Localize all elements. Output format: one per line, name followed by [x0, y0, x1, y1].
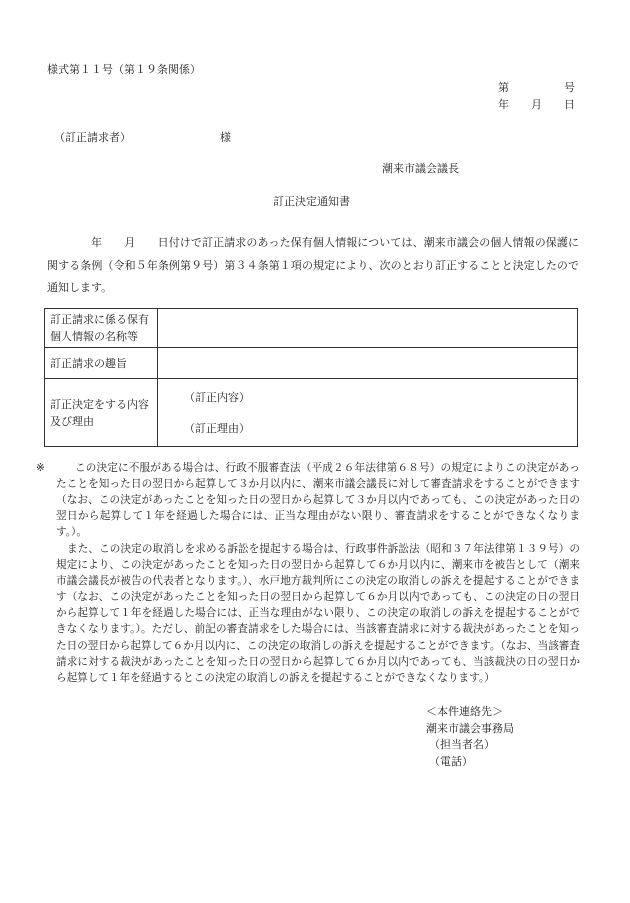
contact-heading: ＜本件連絡先＞	[426, 705, 503, 718]
requester-suffix: 様	[220, 131, 231, 144]
contact-office: 潮来市議会事務局	[426, 721, 514, 735]
document-date: 年 月 日	[498, 98, 575, 111]
row-value-info-name	[158, 309, 578, 348]
contact-person: （担当者名）	[429, 738, 495, 751]
row-label-purpose: 訂正請求の趣旨	[45, 348, 158, 379]
correction-content-label: （訂正内容）	[184, 390, 250, 404]
correction-table	[44, 308, 578, 447]
form-id: 様式第１１号（第１９条関係）	[47, 63, 201, 76]
document-number: 第 号	[498, 81, 575, 94]
document-title: 訂正決定通知書	[273, 195, 350, 208]
correction-reason-label: （訂正理由）	[184, 421, 250, 435]
issuer: 潮来市議会議長	[382, 162, 459, 175]
requester-label: （訂正請求者）	[54, 131, 131, 144]
row-label-decision: 訂正決定をする内容及び理由	[45, 379, 158, 447]
contact-block	[426, 704, 514, 770]
note-paragraph-appeal	[36, 460, 580, 540]
table-row	[45, 348, 578, 379]
table-row	[45, 309, 578, 348]
row-value-purpose	[158, 348, 578, 379]
row-label-info-name: 訂正請求に係る保有個人情報の名称等	[45, 309, 158, 348]
note-paragraph-lawsuit: また、この決定の取消しを求める訴訟を提起する場合は、行政事件訴訟法（昭和３７年法律第１３９号）の規定により、この決定があったことを知った日の翌日から起算して６か月以内に、潮来市を被告として（潮来市議会議長が被告の代表者となります。）、水戸地方裁判所にこの決定の取消しの訴えを提起することができます（なお、この決定があったことを知った日の翌日から起算して６か月以内であっても、この決定の日の翌日から起算して１年を経過した場合には、正当な理由がない限り、この決定の取消しの訴えを提起することができなくなります。）。ただし、前記の審査請求をした場合には、当該審査請求に対する裁決があったことを知った日の翌日から起算して６か月以内に、この決定の取消しの訴えを提起することができます。（なお、当該審査請求に対する裁決があったことを知った日の翌日から起算して６か月以内であっても、当該裁決の日の翌日から起算して１年を経過するとこの決定の取消しの訴えを提起することができなくなります。）	[56, 543, 580, 684]
note-mark: ※	[36, 462, 45, 474]
contact-phone: （電話）	[429, 754, 473, 768]
note-text-appeal: この決定に不服がある場合は、行政不服審査法（平成２６年法律第６８号）の規定によりこの決定があったことを知った日の翌日から起算して３か月以内に、潮来市議会議長に対して審査請求をすることができます（なお、この決定があったことを知った日の翌日から起算して３か月以内であっても、この決定があった日の翌日から起算して１年を経過した場合には、正当な理由がない限り、審査請求をすることができなくなります。）。	[56, 462, 580, 539]
table-row	[45, 379, 578, 447]
row-value-decision	[158, 379, 578, 447]
intro-paragraph: 年 月 日付けで訂正請求のあった保有個人情報については、潮来市議会の個人情報の保護に関する条例（令和５年条例第９号）第３４条第１項の規定により、次のとおり訂正することと決定したので通知します。	[47, 236, 579, 294]
